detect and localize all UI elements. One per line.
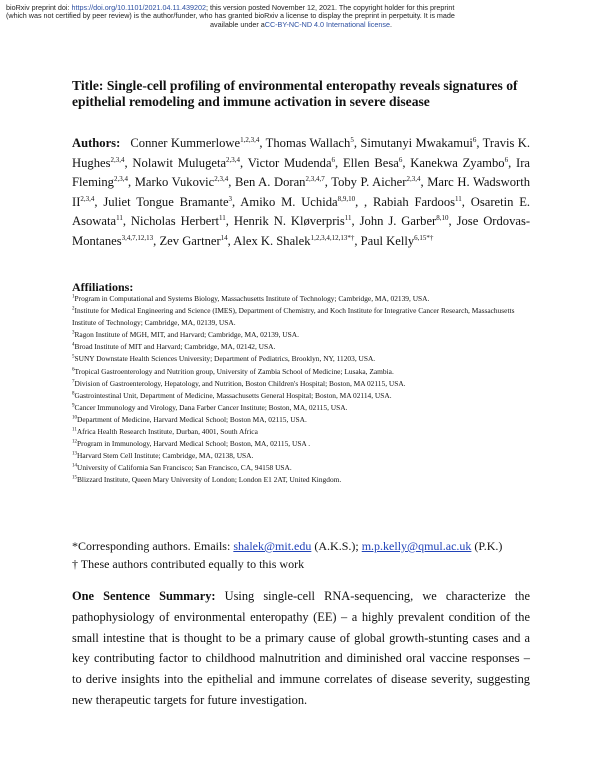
- equal-contribution-note: † These authors contributed equally to this work: [72, 557, 305, 571]
- author-names: Conner Kummerlowe$^{1,2,3,4}$, Thomas Wallach$^5$, Simutanyi Mwakamui$^6$, Travis K. Hughes$^{2,3,4}$, Nolawit Mulugeta$^{2,3,4}$, Victor Mudenda$^6$, Ellen Besa$^6$, Kanekwa Zyambo$^6$, Ira Fleming$^{2,3,4}$, Marko Vukovic$^{2,3,4}$, Ben A. Doran$^{2,3,4,7}$, Toby P. Aicher$^{2,3,4}$, Marc H. Wadsworth II$^{2,3,4}$, Juliet Tongue Bramante$^3$, Amiko M. Uchida$^{8,9,10}$, , Rabiah Fardoos$^{11}$, Osaretin E. Asowata$^{11}$, Nicholas Herbert$^{11}$, Henrik N. Kløverpris$^{11}$, John J. Garber$^{8,10}$, Jose Ordovas-Montanes$^{3,4,7,12,13}$, Zev Gartner$^{14}$, Alex K. Shalek$^{1,2,3,4,12,13*\dagger}$, Paul Kelly$^{6,15*\dagger}$: [72, 135, 531, 248]
- author-name: Jose Ordovas-Montanes: [72, 214, 531, 248]
- author-affiliation-marks: 1,2,3,4: [240, 135, 260, 144]
- author-entry: [360, 214, 449, 228]
- affiliation-number: 11: [72, 427, 77, 433]
- affiliation-number: 9: [72, 403, 75, 409]
- author-entry: [240, 195, 355, 209]
- affiliation-item: [72, 341, 532, 353]
- author-affiliation-marks: 3: [228, 194, 233, 203]
- email-link-shalek[interactable]: shalek@mit.edu: [233, 539, 312, 553]
- author-entry: [135, 175, 229, 189]
- affiliation-item: [72, 450, 532, 462]
- affiliation-text: Tropical Gastroenterology and Nutrition group, University of Zambia School of Medicine; Lusaka, Zambia.: [74, 366, 394, 376]
- affiliation-number: 6: [72, 367, 75, 373]
- author-entry: [361, 234, 434, 248]
- affiliation-number: 15: [72, 475, 77, 481]
- affiliation-text: SUNY Downstate Health Sciences University; Department of Pediatrics, Brooklyn, NY, 11203, USA.: [74, 354, 376, 364]
- affiliation-number: 13: [72, 451, 77, 457]
- author-affiliation-marks: 11: [455, 194, 462, 203]
- author-name: Kanekwa Zyambo: [410, 155, 505, 170]
- author-name: Henrik N. Kløverpris: [233, 214, 345, 229]
- affiliation-item: [72, 305, 532, 329]
- affiliation-number: 2: [72, 306, 75, 312]
- affiliation-item: [72, 462, 532, 474]
- author-entry: [130, 136, 259, 150]
- affiliation-text: Broad Institute of MIT and Harvard; Cambridge, MA, 02142, USA.: [74, 342, 276, 352]
- license-link[interactable]: CC-BY-NC-ND 4.0 International license: [264, 19, 390, 29]
- author-entry: [248, 156, 335, 170]
- affiliation-text: Blizzard Institute, Queen Mary University of London; London E1 2AT, United Kingdom.: [77, 475, 342, 485]
- affiliation-number: 1: [72, 294, 75, 300]
- affiliation-text: Institute for Medical Engineering and Science (IMES), Department of Chemistry, and Koch Institute for Integrative Cancer Research, Massachusetts Institute of Technology; Cambridge, MA, 02139, USA.: [72, 306, 515, 328]
- author-entry: [410, 156, 508, 170]
- affiliation-item: [72, 414, 532, 426]
- author-name: Simutanyi Mwakamui: [360, 136, 473, 150]
- author-affiliation-marks: 11: [219, 214, 226, 223]
- author-affiliation-marks: 2,3,4: [406, 175, 421, 183]
- paper-title: Title: Single-cell profiling of environmental enteropathy reveals signatures of epithelial remodeling and immune activation in severe disease: [72, 78, 518, 110]
- author-name: Ben A. Doran: [235, 175, 306, 190]
- email-link-kelly[interactable]: m.p.kelly@qmul.ac.uk: [361, 539, 472, 553]
- affiliation-number: 3: [72, 330, 75, 336]
- affiliation-number: 14: [72, 463, 77, 469]
- author-affiliation-marks: 6: [504, 155, 509, 164]
- author-name: Osaretin E. Asowata: [72, 194, 531, 229]
- author-affiliation-marks: 8,10: [436, 214, 449, 223]
- author-name: Marc H. Wadsworth II: [72, 175, 530, 209]
- corresponding-authors: *Corresponding authors. Emails: shalek@mit.edu (A.K.S.); m.p.kelly@qmul.ac.uk (P.K.): [72, 539, 503, 553]
- author-affiliation-marks: 2,3,4: [80, 194, 95, 203]
- affiliation-item: [72, 402, 532, 414]
- author-affiliation-marks: 2,3,4: [214, 175, 229, 183]
- affiliation-text: Ragon Institute of MGH, MIT, and Harvard; Cambridge, MA, 02139, USA.: [74, 330, 299, 340]
- author-entry: [233, 234, 354, 248]
- author-entry: [235, 175, 325, 189]
- author-affiliation-marks: 14: [220, 233, 228, 242]
- author-name: Ira Fleming: [72, 155, 530, 190]
- affiliation-text: Division of Gastroenterology, Hepatology, and Nutrition, Boston Children's Hospital; Boston, MA 02115, USA.: [74, 378, 406, 388]
- author-name: Thomas Wallach: [265, 136, 351, 150]
- author-name: Juliet Tongue Bramante: [103, 194, 229, 209]
- affiliations-heading: Affiliations:: [72, 280, 134, 294]
- author-name: Paul Kelly: [360, 233, 415, 248]
- author-entry: [360, 136, 476, 150]
- author-affiliation-marks: 6: [472, 135, 477, 144]
- author-affiliation-marks: 6: [331, 155, 336, 164]
- affiliation-item: [72, 329, 532, 341]
- author-affiliation-marks: 2,3,4: [113, 175, 128, 183]
- affiliation-text: Harvard Stem Cell Institute; Cambridge, MA, 02138, USA.: [77, 451, 254, 461]
- affiliation-item: [72, 353, 532, 365]
- author-affiliation-marks: 6: [398, 155, 403, 164]
- author-name: Victor Mudenda: [247, 155, 332, 170]
- affiliation-text: Department of Medicine, Harvard Medical School; Boston MA, 02115, USA.: [77, 414, 307, 424]
- author-affiliation-marks: 5: [350, 135, 354, 144]
- author-name: Toby P. Aicher: [331, 175, 407, 190]
- summary-text: Using single-cell RNA-sequencing, we characterize the pathophysiology of environmental enteropathy (EE) – a highly prevalent condition of the small intestine that is thought to be a primary cause of global growth-stunting cases and a key contributing factor to childhood malnutrition and diminished oral vaccine responses – to derive insights into the epithelial and immune correlates of disease severity, suggesting new therapeutic targets for future investigation.: [72, 589, 530, 707]
- affiliation-number: 12: [72, 439, 77, 445]
- authors-label: Authors:: [72, 136, 121, 150]
- summary-label: One Sentence Summary:: [72, 589, 216, 603]
- affiliation-number: 5: [72, 355, 75, 360]
- author-name: John J. Garber: [359, 214, 437, 229]
- author-entry: [131, 214, 226, 228]
- author-entry: [234, 214, 352, 228]
- affiliation-item: [72, 293, 532, 305]
- author-entry: [266, 136, 354, 150]
- affiliation-text: Program in Immunology, Harvard Medical School; Boston, MA, 02115, USA .: [77, 439, 311, 449]
- author-name: Marko Vukovic: [134, 175, 215, 190]
- author-affiliation-marks: 2,3,4,7: [305, 175, 325, 183]
- doi-link[interactable]: https://doi.org/10.1101/2021.04.11.439202: [71, 3, 206, 12]
- affiliation-item: [72, 474, 532, 486]
- affiliation-text: University of California San Francisco; San Francisco, CA, 94158 USA.: [77, 463, 292, 473]
- author-affiliation-marks: 11: [116, 214, 123, 223]
- preprint-banner: [6, 4, 596, 29]
- author-affiliation-marks: 8,9,10: [337, 194, 356, 203]
- affiliation-item: [72, 438, 532, 450]
- affiliation-number: 4: [72, 342, 75, 348]
- one-sentence-summary: [72, 586, 530, 711]
- author-affiliation-marks: 1,2,3,4,12,13*†: [310, 233, 355, 242]
- affiliation-item: [72, 378, 532, 390]
- author-affiliation-marks: 11: [344, 214, 352, 223]
- author-entry: [132, 156, 240, 170]
- banner-line-1: bioRxiv preprint doi: https://doi.org/10.1101/2021.04.11.439202; this version posted November 12, 2021. The copyright holder for this preprint: [6, 3, 455, 12]
- author-name: , Rabiah Fardoos: [364, 194, 456, 209]
- author-affiliation-marks: 2,3,4: [110, 155, 125, 164]
- author-affiliation-marks: 6,15*†: [414, 233, 434, 242]
- banner-line-3: available under aCC-BY-NC-ND 4.0 International license.: [210, 19, 392, 29]
- author-affiliation-marks: 2,3,4: [226, 155, 241, 164]
- affiliation-text: Cancer Immunology and Virology, Dana Farber Cancer Institute; Boston, MA, 02115, USA.: [74, 402, 348, 412]
- affiliation-text: Gastrointestinal Unit, Department of Medicine, Massachusetts General Hospital; Boston, MA 02114, USA.: [74, 390, 392, 400]
- affiliation-list: [72, 293, 532, 487]
- author-entry: [364, 195, 462, 209]
- author-name: Ellen Besa: [342, 155, 399, 170]
- author-name: Alex K. Shalek: [233, 233, 311, 248]
- author-name: Zev Gartner: [159, 233, 221, 248]
- author-name: Nolawit Mulugeta: [132, 155, 227, 170]
- affiliation-item: [72, 390, 532, 402]
- affiliation-number: 7: [72, 379, 75, 385]
- author-list: [72, 134, 530, 252]
- author-name: Travis K. Hughes: [72, 136, 531, 170]
- affiliation-item: [72, 426, 532, 438]
- author-entry: [343, 156, 402, 170]
- author-entry: [331, 175, 420, 189]
- banner-line-2: (which was not certified by peer review) is the author/funder, who has granted bioRxiv a license to display the preprint in perpetuity. It is made: [6, 11, 455, 21]
- author-affiliation-marks: 3,4,7,12,13: [121, 233, 154, 242]
- affiliation-text: Africa Health Research Institute, Durban, 4001, South Africa: [76, 427, 258, 437]
- author-name: Conner Kummerlowe: [130, 136, 241, 150]
- author-entry: [103, 195, 232, 209]
- author-name: Amiko M. Uchida: [240, 194, 338, 209]
- affiliation-number: 8: [72, 391, 75, 397]
- affiliation-number: 10: [72, 415, 77, 421]
- author-name: Nicholas Herbert: [130, 214, 220, 229]
- affiliation-text: Program in Computational and Systems Biology, Massachusetts Institute of Technology; Cambridge, MA, 02139, USA.: [74, 294, 430, 303]
- affiliation-item: [72, 366, 532, 378]
- author-entry: [159, 234, 227, 248]
- correspondence-block: [72, 537, 532, 573]
